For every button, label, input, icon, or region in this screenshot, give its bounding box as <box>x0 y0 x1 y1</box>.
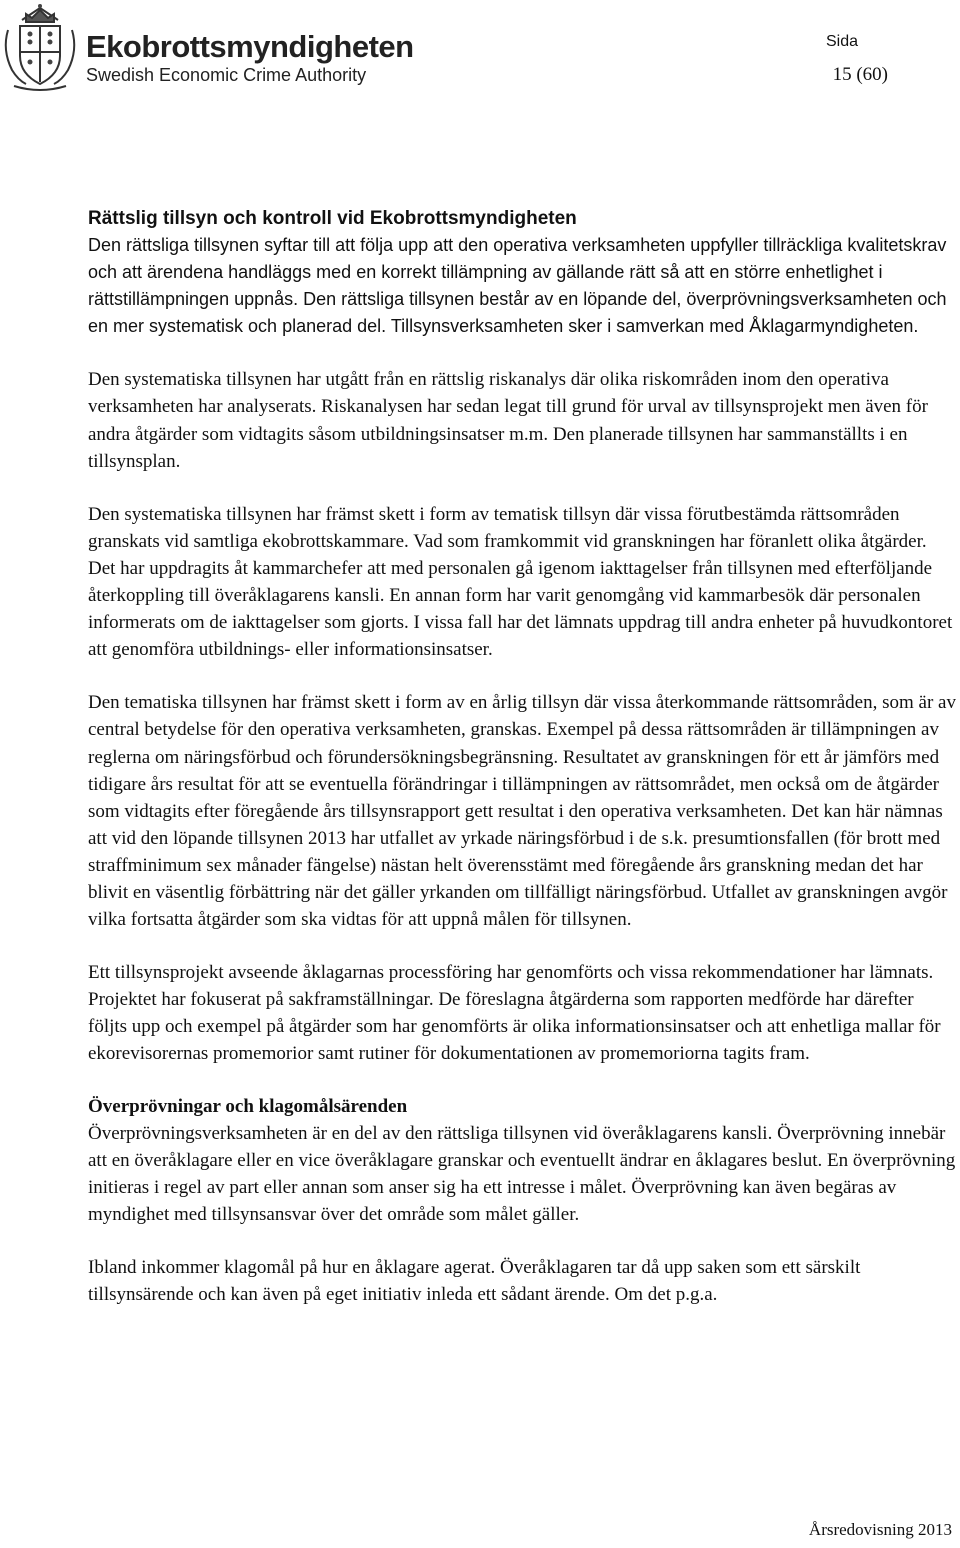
paragraph: Den tematiska tillsynen har främst skett i form av en årlig tillsyn där vissa återkommande rättsområden, som är av central betydelse för den operativa verksamheten, granskas. Exempel på dessa rättsområden är tillämpningen av reglerna om näringsförbud och förundersökningsbegränsning. Resultatet av granskningen för ett år jämförs med tidigare års resultat för att se eventuella förändringar i tillämpningen av rättsområdet, men också om de åtgärder som vidtagits efter föregående års tillsynsrapport gett resultat i den operativa verksamheten. Det kan här nämnas att vid den löpande tillsynen 2013 har utfallet av yrkade näringsförbud i de s.k. presumtionsfallen (för brott med straffminimum sex månader fängelse) nästan helt överensstämt med föregående års granskning medan det har blivit en väsentlig förbättring när det gäller yrkanden om tillfälligt näringsförbud. Utfallet av granskningen avgör vilka fortsatta åtgärder som ska vidtas för att uppnå målen för tillsynen. <box>88 692 956 931</box>
page-number: 15 (60) <box>832 64 888 85</box>
page-label: Sida <box>825 33 858 50</box>
section-heading-legal-supervision: Rättslig tillsyn och kontroll vid Ekobrottsmyndigheten <box>88 208 577 229</box>
section-heading-appeals: Överprövningar och klagomålsärenden <box>88 1095 408 1117</box>
paragraph: Ett tillsynsprojekt avseende åklagarnas processföring har genomförts och vissa rekommendationer har lämnats. Projektet har fokuserat på sakframställningar. De föreslagna åtgärderna som rapporten medförde har därefter följts upp och exempel på åtgärder som har genomförts är olika informationsinsatser och att enhetliga mallar för ekorevisorernas promemorior samt rutiner för dokumentationen av promemoriorna tagits fram. <box>88 962 941 1065</box>
coat-of-arms-icon <box>0 0 80 92</box>
organization-subtitle: Swedish Economic Crime Authority <box>86 65 367 85</box>
document-body <box>88 205 956 1308</box>
paragraph: Den systematiska tillsynen har utgått från en rättslig riskanalys där olika riskområden inom den operativa verksamheten har analyserats. Riskanalysen har sedan legat till grund för urval av tillsynsprojekt men även för andra åtgärder som vidtagits såsom utbildningsinsatser m.m. Den planerade tillsynen har sammanställts i en tillsynsplan. <box>88 369 928 472</box>
page-header <box>0 0 960 95</box>
paragraph: Den systematiska tillsynen har främst skett i form av tematisk tillsyn där vissa förutbestämda rättsområden granskats vid samtliga ekobrottskammare. Vad som framkommit vid granskningen har föranlett olika åtgärder. Det har uppdragits åt kammarchefer att med personalen gå igenom iakttagelser från tillsynen med efterföljande återkoppling till överåklagarens kansli. En annan form har varit genomgång vid kammarbesök där personalen informerats om de iakttagelser som gjorts. I vissa fall har det lämnats uppdrag till andra enheter på huvudkontoret att genomföra utbildnings- eller informationsinsatser. <box>88 503 953 661</box>
footer-report-name: Årsredovisning 2013 <box>808 1520 952 1539</box>
paragraph: Den rättsliga tillsynen syftar till att följa upp att den operativa verksamheten uppfyller tillräckliga kvalitetskrav och att ärendena handläggs med en korrekt tillämpning av gällande rätt så att en större enhetlighet i rättstillämpningen uppnås. Den rättsliga tillsynen består av en löpande del, överprövningsverksamheten och en mer systematisk och planerad del. Tillsynsverksamheten sker i samverkan med Åklagarmyndigheten. <box>88 235 947 337</box>
paragraph: Överprövningsverksamheten är en del av den rättsliga tillsynen vid överåklagarens kansli. Överprövning innebär att en överåklagare eller en vice överåklagare granskar och eventuellt ändrar en åklagares beslut. En överprövning initieras i regel av part eller annan som anser sig ha ett intresse i målet. Överprövning kan även begäras av myndighet med tillsynsansvar över det område som målet gäller. <box>88 1122 956 1225</box>
organization-name: Ekobrottsmyndigheten <box>86 29 414 64</box>
paragraph: Ibland inkommer klagomål på hur en åklagare agerat. Överåklagaren tar då upp saken som ett särskilt tillsynsärende och kan även på eget initiativ inleda ett sådant ärende. Om det p.g.a. <box>88 1256 861 1305</box>
organization-logo <box>0 0 414 95</box>
